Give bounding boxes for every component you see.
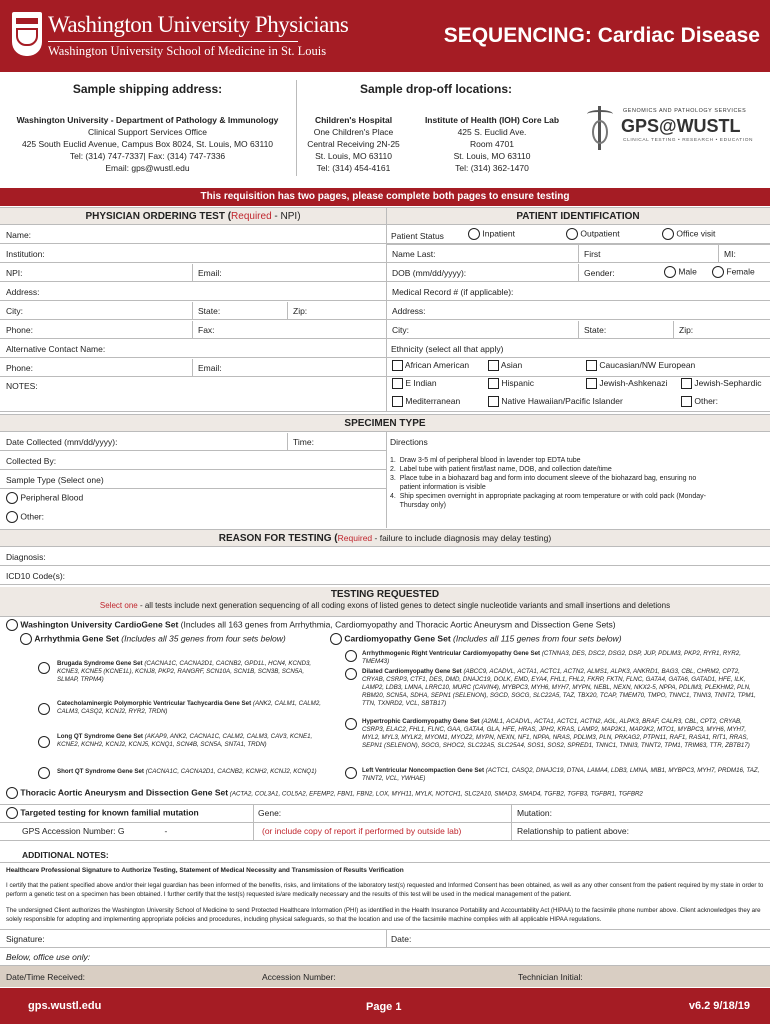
technician-initial-field[interactable]: Technician Initial:: [518, 972, 583, 982]
accession-number-field[interactable]: GPS Accession Number: G -: [22, 826, 168, 836]
logo-line2: Washington University School of Medicine in St. Louis: [48, 44, 327, 58]
alt-phone-field[interactable]: Phone:: [6, 363, 33, 373]
physician-name-field[interactable]: Name:: [6, 230, 32, 240]
long-qt-gene-set: Long QT Syndrome Gene Set (AKAP9, ANK2, CACNA1C, CALM2, CALM3, CAV3, KCNE1, KCNE2, KCNH2, KCNJ2, KCNJ5, KCNQ1, SCN4B, SCN5A, SNTA1, TRDN): [57, 733, 313, 748]
gps-tagline: CLINICAL TESTING • RESEARCH • EDUCATION: [623, 138, 754, 143]
two-page-banner: This requisition has two pages, please complete both pages to ensure testing: [0, 188, 770, 206]
diagnosis-field[interactable]: Diagnosis:: [6, 552, 46, 562]
specimen-header: SPECIMEN TYPE: [0, 414, 770, 432]
female-radio[interactable]: [712, 266, 724, 278]
office-visit-radio[interactable]: [662, 228, 674, 240]
patient-last-name-field[interactable]: Name Last:: [392, 249, 436, 259]
logo-line1: Washington University Physicians: [48, 12, 349, 37]
caduceus-icon: [585, 104, 615, 152]
outpatient-radio[interactable]: [566, 228, 578, 240]
eth-mediterranean-checkbox[interactable]: [392, 396, 403, 407]
eth-other-checkbox[interactable]: [681, 396, 692, 407]
eth-african-american-checkbox[interactable]: [392, 360, 403, 371]
shipping-title: Sample shipping address:: [72, 82, 223, 96]
testing-header: TESTING REQUESTED Select one - all tests include next generation sequencing of all coding exons of listed genes to detect single nucleotide variants and small insertions and deletions: [0, 587, 770, 617]
eth-asian-checkbox[interactable]: [488, 360, 499, 371]
dropoff-title: Sample drop-off locations:: [359, 82, 512, 96]
footer-website: gps.wustl.edu: [28, 1000, 102, 1012]
long-qt-radio[interactable]: [38, 736, 50, 748]
relationship-field[interactable]: Relationship to patient above:: [517, 826, 629, 836]
reason-header: REASON FOR TESTING (Required - failure to include diagnosis may delay testing): [0, 529, 770, 547]
eth-sephardic-checkbox[interactable]: [681, 378, 692, 389]
patient-first-name-field[interactable]: First: [584, 249, 601, 259]
eth-ashkenazi-checkbox[interactable]: [586, 378, 597, 389]
cardiomyopathy-set-radio[interactable]: [330, 633, 342, 645]
other-sample-radio[interactable]: [6, 511, 18, 523]
patient-address-field[interactable]: Address:: [392, 306, 426, 316]
sample-type-label: Sample Type (Select one): [6, 475, 104, 485]
dcm-radio[interactable]: [345, 668, 357, 680]
additional-notes-label[interactable]: ADDITIONAL NOTES:: [22, 850, 109, 860]
patient-state-field[interactable]: State:: [584, 325, 607, 335]
npi-field[interactable]: NPI:: [6, 268, 23, 278]
office-use-label: Below, office use only:: [6, 952, 91, 962]
physician-address-field[interactable]: Address:: [6, 287, 40, 297]
signature-date-field[interactable]: Date:: [391, 934, 412, 944]
patient-mi-field[interactable]: MI:: [724, 249, 736, 259]
arvc-radio[interactable]: [345, 650, 357, 662]
outside-report-note: (or include copy of report if performed by outside lab): [262, 826, 462, 836]
hcm-gene-set: Hypertrophic Cardiomyopathy Gene Set (A2ML1, ACADVL, ACTA1, ACTC1, ACTN2, AGL, ALPK3, BRAF, CALR3, CBL, CPT2, CRYAB, CSRP3, ELAC2, FHL1, FLNC, GAA, GATA4, GLA, HFE, HRAS, JPH2, KRAS, LAMP2, MAP2K1, MAP2K2, MTO1, MYBPC3, MYH6, MYH7, MYL2, MYL3, MYLK2, MYOM1, MYOZ2, MYPN, NEXN, NF1, NPPA, NRAS, PDLIM3, PLN, PRKAG2, PTPN11, RAF1, RASA1, RIT1, RRAS, SEPN1 (SELENON), SGCG, SHOC2, SLC22A5, SLC25A4, SOS1, SOS2, SPRED1, TNNC1, TNNI3, TNNT2, TPM1, TRIM63, TTR, ZBTB17): [362, 718, 750, 749]
brugada-gene-set: Brugada Syndrome Gene Set (CACNA1C, CACNA2D1, CACNB2, GPD1L, HCN4, KCND3, KCNE3, KCNE5 (KCNE1L), KCNJ8, PKP2, RANGRF, SCN10A, SCN1B, SCN3B, SCN5A, SLMAP, TRPM4): [57, 660, 312, 683]
page-title: SEQUENCING: Cardiac Disease: [443, 24, 760, 47]
cpvt-radio[interactable]: [38, 703, 50, 715]
icd10-field[interactable]: ICD10 Code(s):: [6, 571, 66, 581]
patient-header: PATIENT IDENTIFICATION: [386, 207, 770, 225]
patient-status-row: Patient Status Inpatient Outpatient Office visit: [386, 226, 770, 245]
gps-name: GPS@WUSTL: [621, 116, 741, 136]
eth-native-hawaiian-checkbox[interactable]: [488, 396, 499, 407]
taad-set-radio[interactable]: [6, 787, 18, 799]
inpatient-radio[interactable]: [468, 228, 480, 240]
brugada-radio[interactable]: [38, 662, 50, 674]
physician-fax-field[interactable]: Fax:: [198, 325, 215, 335]
footer-page: Page 1: [366, 1001, 402, 1013]
gps-top-text: GENOMICS AND PATHOLOGY SERVICES: [623, 108, 747, 114]
footer-version: v6.2 9/18/19: [688, 1000, 750, 1012]
institution-field[interactable]: Institution:: [6, 249, 45, 259]
physician-phone-field[interactable]: Phone:: [6, 325, 33, 335]
alt-contact-field[interactable]: Alternative Contact Name:: [6, 344, 106, 354]
mutation-field[interactable]: Mutation:: [517, 808, 552, 818]
eth-hispanic-checkbox[interactable]: [488, 378, 499, 389]
patient-city-field[interactable]: City:: [392, 325, 409, 335]
certification-text: I certify that the patient specified above and/or their legal guardian has been informed of the benefits, risks, and limitations of the laboratory test(s) requested and Informed Consent has been obtained, as well as any other consent from the patient required by my state in order to perform a genetic test on a specimen has been obtained. I further certify that the test(s) requested is/are medically necessary and the results of this test will be used in the medical management of the patient.: [6, 882, 764, 898]
date-collected-field[interactable]: Date Collected (mm/dd/yyyy):: [6, 437, 118, 447]
dcm-gene-set: Dilated Cardiomyopathy Gene Set (ABCC9, ACADVL, ACTA1, ACTC1, ACTN2, ALMS1, ALPK3, ANKRD1, BAG3, CBL, CHRM2, CPT2, CRYAB, CSRP3, CTF1, DES, DMD, DNAJC19, DOLK, EMD, EYA4, FHL1, FHL2, FKRP, FKTN, FLNC, GATA4, GATA6, GATAD1, HFE, ILK, LAMP2, LDB3, LMNA, LRRC10, MURC (CAVIN4), MYBPC3, MYH6, MYH7, MYPN, NEBL, NEXN, NKX2-5, NPPA, PDLIM3, PLEKHM2, PLN, RBM20, SCN5A, SDHA, SEPN1 (SELENON), SGCD, SGCG, SLC22A5, TAZ, TBX20, TCAP, TMEM70, TMPO, TNNC1, TNNI3, TNNT2, TPM1, TTN, TXNRD2, VCL, SBTB17): [362, 668, 756, 707]
medical-record-field[interactable]: Medical Record # (if applicable):: [392, 287, 514, 297]
short-qt-gene-set: Short QT Syndrome Gene Set (CACNA1C, CACNA2D1, CACNB2, KCNH2, KCNJ2, KCNQ1): [57, 768, 317, 775]
office-use-band: [0, 965, 770, 987]
signature-heading: Healthcare Professional Signature to Authorize Testing, Statement of Medical Necessity and Transmission of Results Verification: [6, 867, 404, 874]
physician-header: PHYSICIAN ORDERING TEST (Required - NPI): [0, 207, 386, 225]
directions: Directions 1. Draw 3-5 ml of peripheral blood in lavender top EDTA tube 2. Label tube with patient first/last name, DOB, and collection date/time 3. Place tube in a biohazard bag and form into document sleeve of the biohazard bag, ensuring no patient information is visible 4. Ship specimen overnight in appropriate packaging at room temperature or with cold pack (Monday- Thursday only): [390, 437, 706, 509]
physician-email-field[interactable]: Email:: [198, 268, 222, 278]
ethnicity-block: Ethnicity (select all that apply) African American Asian Caucasian/NW European E Indian Hispanic Jewish-Ashkenazi Jewish-Sephardic Mediterranean Native Hawaiian/Pacific Islander Other:: [386, 340, 770, 412]
shield-icon: [12, 12, 42, 56]
lvnc-gene-set: Left Ventricular Noncompaction Gene Set (ACTC1, CASQ2, DNAJC19, DTNA, LAMA4, LDB3, LMNA, MIB1, MYBPC3, MYH7, PRDM16, TAZ, TNNT2, VCL, YWHAE): [362, 767, 760, 782]
familial-mutation-radio[interactable]: [6, 807, 18, 819]
peripheral-blood-radio[interactable]: [6, 492, 18, 504]
physician-state-field[interactable]: State:: [198, 306, 221, 316]
date-time-received-field[interactable]: Date/Time Received:: [6, 972, 86, 982]
dob-field[interactable]: DOB (mm/dd/yyyy):: [392, 268, 467, 278]
lvnc-radio[interactable]: [345, 767, 357, 779]
cpvt-gene-set: Catecholaminergic Polymorphic Ventricular Tachycardia Gene Set (ANK2, CALM1, CALM2, CALM3, CASQ2, KCNJ2, RYR2, TRDN): [57, 700, 321, 715]
gene-field[interactable]: Gene:: [258, 808, 282, 818]
short-qt-radio[interactable]: [38, 767, 50, 779]
physician-city-field[interactable]: City:: [6, 306, 23, 316]
arrhythmia-set-radio[interactable]: [20, 633, 32, 645]
hcm-radio[interactable]: [345, 718, 357, 730]
cardiogene-set-radio[interactable]: [6, 619, 18, 631]
collected-by-field[interactable]: Collected By:: [6, 456, 57, 466]
arvc-gene-set: Arrhythmogenic Right Ventricular Cardiomyopathy Gene Set (CTNNA3, DES, DSC2, DSG2, DSP, JUP, PDLIM3, PKP2, RYR1, RYR2, TMEM43): [362, 650, 741, 665]
accession-field[interactable]: Accession Number:: [262, 972, 336, 982]
shipping-address: Washington University - Department of Pathology & Immunology Clinical Support Services Office 425 South Euclid Avenue, Campus Box 8024, St. Louis, MO 63110 Tel: (314) 747-7337| Fax: (314) 747-7336 Email: gps@wustl.edu: [16, 115, 279, 173]
gps-logo: [585, 104, 765, 154]
notes-field[interactable]: NOTES:: [0, 378, 386, 412]
logo: [12, 10, 349, 62]
male-radio[interactable]: [664, 266, 676, 278]
hipaa-text: The undersigned Client authorizes the Washington University School of Medicine to send Protected Healthcare Information (PHI) as identified in the Health Insurance Portability and Accountability Act (HIPAA) to the facsimile phone number above. Client acknowledges they are solely responsible for adopting and implementing appropriate policies and procedures, including physical safeguards, so that the location and use of the facsimile machine complies with all applicable HIPAA regulations.: [6, 907, 761, 923]
eth-e-indian-checkbox[interactable]: [392, 378, 403, 389]
patient-zip-field[interactable]: Zip:: [679, 325, 694, 335]
dropoff-ioh: Institute of Health (IOH) Core Lab 425 S. Euclid Ave. Room 4701 St. Louis, MO 63110 Tel: (314) 362-1470: [424, 115, 560, 173]
dropoff-childrens: Children's Hospital One Children's Place Central Receiving 2N-25 St. Louis, MO 63110 Tel: (314) 454-4161: [307, 115, 400, 173]
time-collected-field[interactable]: Time:: [293, 437, 314, 447]
eth-caucasian-checkbox[interactable]: [586, 360, 597, 371]
alt-email-field[interactable]: Email:: [198, 363, 222, 373]
physician-zip-field[interactable]: Zip:: [293, 306, 308, 316]
signature-field[interactable]: Signature:: [6, 934, 45, 944]
